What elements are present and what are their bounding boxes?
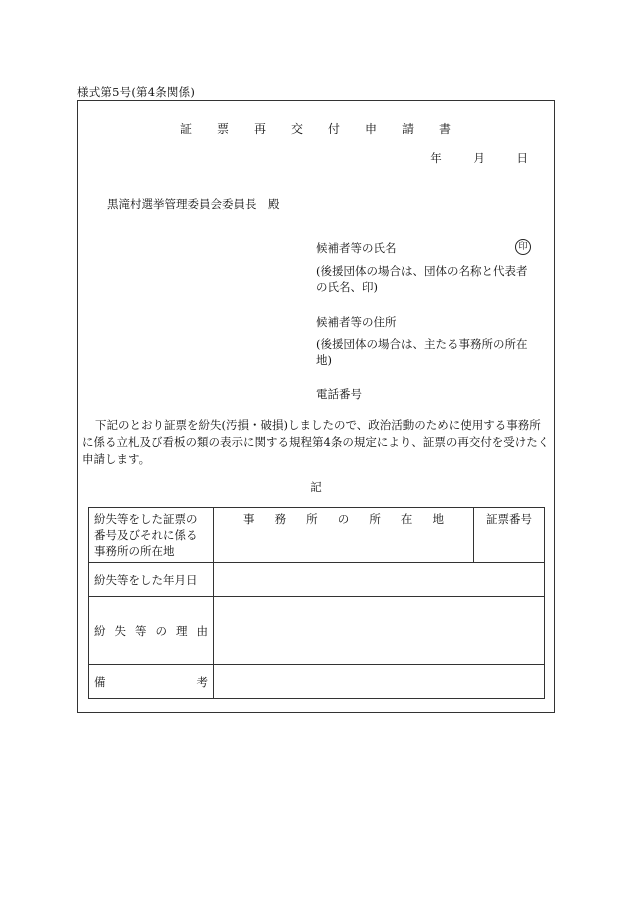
- day-field[interactable]: 日: [516, 151, 528, 165]
- phone-label: 電話番号: [316, 387, 362, 401]
- lost-cert-label: 紛失等をした証票の番号及びそれに係る事務所の所在地: [89, 508, 214, 563]
- form-id: 様式第5号(第4条関係): [77, 85, 196, 99]
- remarks-cell[interactable]: [214, 665, 545, 699]
- table-row: [89, 563, 545, 597]
- lost-date-label: 紛失等をした年月日: [89, 563, 214, 597]
- cert-number-cell[interactable]: [474, 508, 545, 563]
- reason-label: 紛 失 等 の 理 由: [89, 597, 214, 665]
- seal-mark-icon: 印: [515, 239, 531, 255]
- location-header: 事 務 所 の 所 在 地: [243, 512, 444, 526]
- year-field[interactable]: 年: [430, 151, 442, 165]
- table-row: [89, 508, 545, 563]
- ki-heading: 記: [310, 480, 322, 494]
- name-note: (後援団体の場合は、団体の名称と代表者の氏名、印): [316, 264, 528, 294]
- location-cell[interactable]: [214, 508, 474, 563]
- addressee: 黒滝村選挙管理委員会委員長 殿: [107, 197, 280, 211]
- form-frame: [77, 100, 555, 713]
- reason-cell[interactable]: [214, 597, 545, 665]
- request-text: 下記のとおり証票を紛失(汚損・破損)しましたので、政治活動のために使用する事務所に係る立札及び看板の類の表示に関する規程第4条の規定により、証票の再交付を受けたく申請します。: [82, 418, 550, 466]
- details-table: [88, 507, 545, 699]
- table-row: [89, 597, 545, 665]
- lost-date-cell[interactable]: [214, 563, 545, 597]
- address-label: 候補者等の住所: [316, 315, 397, 329]
- remarks-label: 備 考: [89, 665, 214, 699]
- form-title: 証 票 再 交 付 申 請 書: [179, 122, 453, 136]
- month-field[interactable]: 月: [473, 151, 485, 165]
- table-row: [89, 665, 545, 699]
- name-label: 候補者等の氏名: [316, 241, 397, 255]
- date-line: [402, 150, 528, 166]
- address-note: (後援団体の場合は、主たる事務所の所在地): [316, 337, 528, 367]
- cert-number-header: 証票番号: [486, 512, 532, 526]
